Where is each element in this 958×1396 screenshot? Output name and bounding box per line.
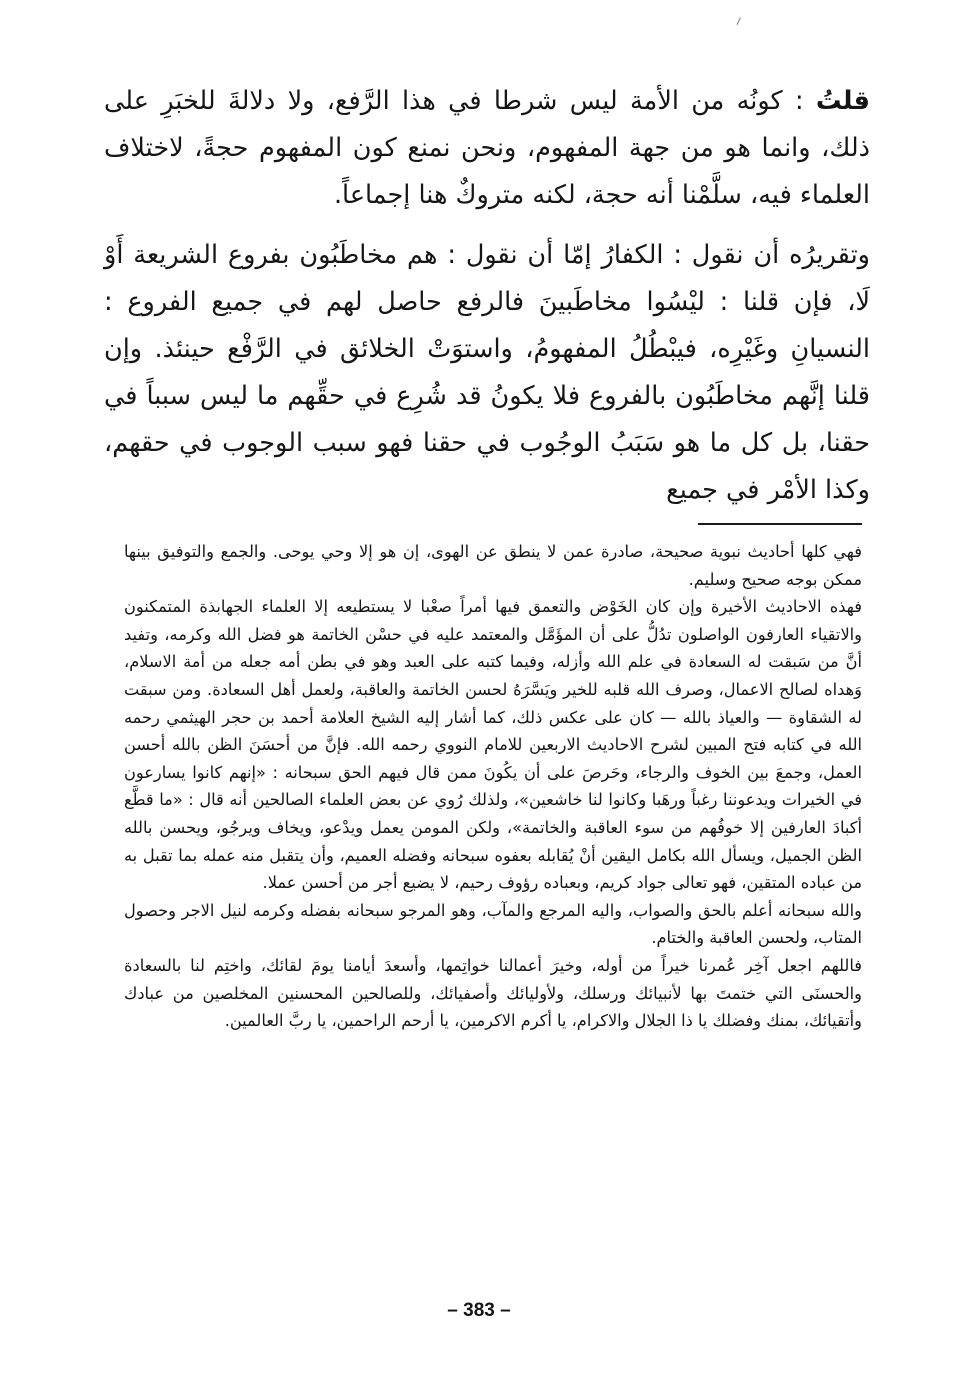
- main-text-block: [104, 78, 870, 514]
- footnotes-block: [124, 538, 862, 1035]
- paragraph-text: : كونُه من الأمة ليس شرطا في هذا الرَّفع، ولا دلالةَ للخبَرِ على ذلك، وانما هو من جهة المفهوم، ونحن نمنع كون المفهوم حجةً، لاختلاف العلماء فيه، سلَّمْنا أنه حجة، لكنه متروكٌ هنا إجماعاً.: [104, 86, 870, 210]
- footnote-paragraph: فاللهم اجعل آخِر عُمرنا خيراً من أوله، وخيرَ أعمالنا خواتِمها، وأسعدَ أيامنا يومَ لقائك، واختِم لنا بالسعادة والحسنَى التي ختمتَ بها لأنبيائك ورسلك، ولأوليائك وأصفيائك، وللصالحين المحسنين المخلصين من عبادك وأتقيائك، بمنك وفضلك يا ذا الجلال والاكرام، يا أكرم الاكرمين، يا أرحم الراحمين، يا ربَّ العالمين.: [124, 955, 862, 1031]
- footnote-paragraph: فهذه الاحاديث الأخيرة وإن كان الخَوْض والتعمق فيها أمراً صعْبا لا يستطيعه إلا العلماء الجهابذة المتمكنون والاتقياء العارفون الواصلون تدُلُّ على أن المؤَمَّل والمعتمد عليه في حسْن الخاتمة هو فضل الله وكرمه، وتفيد أنَّ من سَبقت له السعادة في علم الله وأزله، وفيما كتبه على العبد وهو في بطن أمه جعله من أمة الاسلام، وَهداه لصالح الاعمال، وصرف الله قلبه للخير ويَسَّرَهُ لحسن الخاتمة والعاقبة، ولعمل أهل السعادة. ومن سبقت له الشقاوة — والعياذ بالله — كان على عكس ذلك، كما أشار إليه الشيخ العلامة أحمد بن حجر الهيثمي رحمه الله في كتابه فتح المبين لشرح الاحاديث الاربعين للامام النووي رحمه الله. فإنَّ من أحسَنَ الظن بالله أحسن العمل، وجمعَ بين الخوف والرجاء، وحَرصَ على أن يكُونَ ممن قال فيهم الحق سبحانه : «إنهم كانوا يسارعون في الخيرات ويدعوننا رغباً ورهَبا وكانوا لنا خاشعين»، ولذلك رُوي عن بعض العلماء الصالحين أنه قال : «ما قطَّع أكبادَ العارفين إلا خوفُهم من سوء العاقبة والخاتمة»، ولكن المومن يعمل ويدْعو، ويخاف ويرجُو، ويحسن بالله الظن الجميل، ويسأل الله بكامل اليقين أنْ يُقابله بعفوه سبحانه وفضله العميم، وأن يتقبل منه عمله بما تقبل به من عباده المتقين، فهو تعالى جواد كريم، وبعباده رؤوف رحيم، لا يضيع أجر من أحسن عملا.: [124, 597, 862, 893]
- scan-mark: [737, 17, 745, 26]
- footnote-separator: [698, 523, 862, 525]
- lead-word: قلتُ: [815, 86, 870, 116]
- footnote-paragraph: والله سبحانه أعلم بالحق والصواب، واليه المرجع والمآب، وهو المرجو سبحانه بفضله وكرمه لنيل الاجر وحصول المتاب، ولحسن العاقبة والختام.: [124, 900, 862, 948]
- main-paragraph: [104, 78, 870, 219]
- page-number: – 383 –: [447, 1300, 511, 1321]
- main-paragraph: [104, 232, 870, 514]
- paragraph-text: وتقريرُه أن نقول : الكفارُ إمّا أن نقول : هم مخاطَبُون بفروع الشريعة أَوْ لَا، فإن قلنا : ليْسُوا مخاطَبينَ فالرفع حاصل لهم في جميع الفروع : النسيانِ وغَيْرِه، فيبْطُلُ المفهومُ، واستوَتْ الخلائق في الرَّفْع حينئذ. وإن قلنا إنَّهم مخاطَبُون بالفروع فلا يكونُ قد شُرِع في حقِّهم ما ليس سبباً في حقنا، بل كل ما هو سَبَبُ الوجُوب في حقنا فهو سبب الوجوب في حقهم، وكذا الأمْر في جميع: [104, 240, 870, 505]
- footnote-paragraph: فهي كلها أحاديث نبوية صحيحة، صادرة عمن لا ينطق عن الهوى، إن هو إلا وحي يوحى. والجمع والتوفيق بينها ممكن بوجه صحيح وسليم.: [124, 542, 862, 589]
